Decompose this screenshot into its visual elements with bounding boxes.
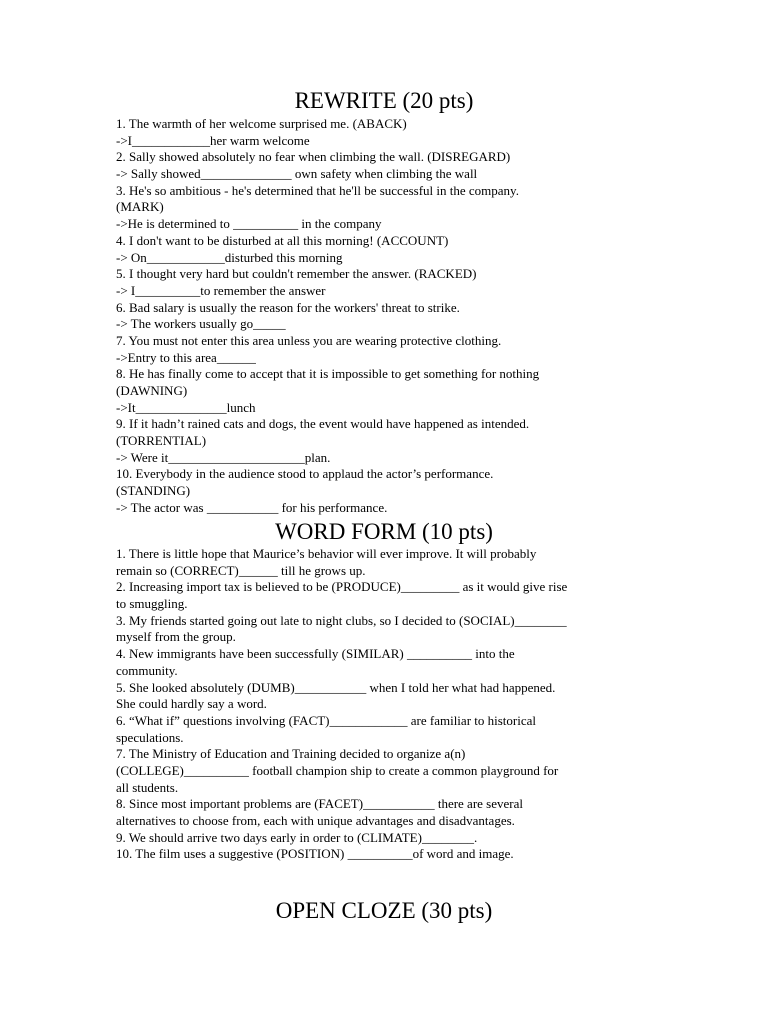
wordform-line: speculations. [116, 729, 184, 745]
rewrite-line: -> I__________to remember the answer [116, 282, 326, 298]
wordform-line: alternatives to choose from, each with unique advantages and disadvantages. [116, 813, 515, 828]
rewrite-line: 4. I don't want to be disturbed at all this morning! (ACCOUNT) [116, 232, 449, 248]
rewrite-line: -> Sally showed______________ own safety when climbing the wall [116, 166, 478, 182]
rewrite-line: -> On____________disturbed this morning [116, 249, 343, 265]
rewrite-line: 2. Sally showed absolutely no fear when climbing the wall. (DISREGARD) [116, 149, 511, 165]
wordform-line: 8. Since most important problems are (FACET)___________ there are several [116, 796, 523, 812]
wordform-line: 7. The Ministry of Education and Training decided to organize a(n) [116, 746, 466, 762]
rewrite-line: ->I____________her warm welcome [116, 132, 310, 148]
wordform-line: community. [116, 662, 178, 678]
rewrite-line: (STANDING) [116, 483, 191, 499]
rewrite-line: -> Were it_____________________plan. [116, 449, 331, 465]
rewrite-line: -> The actor was ___________ for his performance. [116, 499, 388, 515]
wordform-line: 5. She looked absolutely (DUMB)___________ when I told her what had happened. [116, 679, 556, 695]
rewrite-line: 8. He has finally come to accept that it is impossible to get something for nothing [116, 366, 540, 382]
rewrite-line: 6. Bad salary is usually the reason for the workers' threat to strike. [116, 299, 460, 315]
rewrite-line: (DAWNING) [116, 383, 188, 398]
wordform-line: She could hardly say a word. [116, 696, 267, 712]
wordform-line: (COLLEGE)__________ football champion ship to create a common playground for [116, 762, 559, 778]
wordform-line: all students. [116, 779, 179, 795]
open-cloze-heading: OPEN CLOZE (30 pts) [275, 898, 493, 923]
wordform-line: to smuggling. [116, 596, 188, 612]
rewrite-line: 5. I thought very hard but couldn't remember the answer. (RACKED) [116, 266, 477, 282]
rewrite-line: 7. You must not enter this area unless you are wearing protective clothing. [116, 332, 502, 348]
wordform-line: 3. My friends started going out late to night clubs, so I decided to (SOCIAL)________ [116, 612, 567, 628]
wordform-line: 4. New immigrants have been successfully (SIMILAR) __________ into the [116, 646, 515, 662]
wordform-line: 2. Increasing import tax is believed to be (PRODUCE)_________ as it would give rise [116, 579, 568, 595]
rewrite-line: ->He is determined to __________ in the company [116, 216, 382, 232]
rewrite-line: ->Entry to this area______ [116, 349, 256, 365]
rewrite-line: ->It______________lunch [116, 399, 256, 415]
rewrite-line: (MARK) [116, 199, 164, 215]
rewrite-line: -> The workers usually go_____ [116, 316, 286, 332]
rewrite-line: 9. If it hadn’t rained cats and dogs, the event would have happened as intended. [116, 416, 530, 432]
rewrite-exercises [116, 116, 636, 517]
rewrite-line: 3. He's so ambitious - he's determined that he'll be successful in the company. [116, 182, 519, 198]
rewrite-heading: REWRITE (20 pts) [294, 88, 474, 113]
wordform-line: 10. The film uses a suggestive (POSITION) __________of word and image. [116, 846, 514, 862]
wordform-line: remain so (CORRECT)______ till he grows up. [116, 562, 366, 578]
rewrite-line: 1. The warmth of her welcome surprised me. (ABACK) [116, 116, 407, 131]
wordform-line: 6. “What if” questions involving (FACT)____________ are familiar to historical [116, 712, 537, 728]
rewrite-line: 10. Everybody in the audience stood to applaud the actor’s performance. [116, 466, 494, 482]
wordform-line: 1. There is little hope that Maurice’s behavior will ever improve. It will probably [116, 546, 537, 561]
wordform-heading: WORD FORM (10 pts) [275, 519, 493, 544]
wordform-line: myself from the group. [116, 629, 236, 645]
wordform-line: 9. We should arrive two days early in order to (CLIMATE)________. [116, 829, 478, 845]
wordform-exercises [116, 546, 636, 863]
rewrite-line: (TORRENTIAL) [116, 433, 207, 449]
